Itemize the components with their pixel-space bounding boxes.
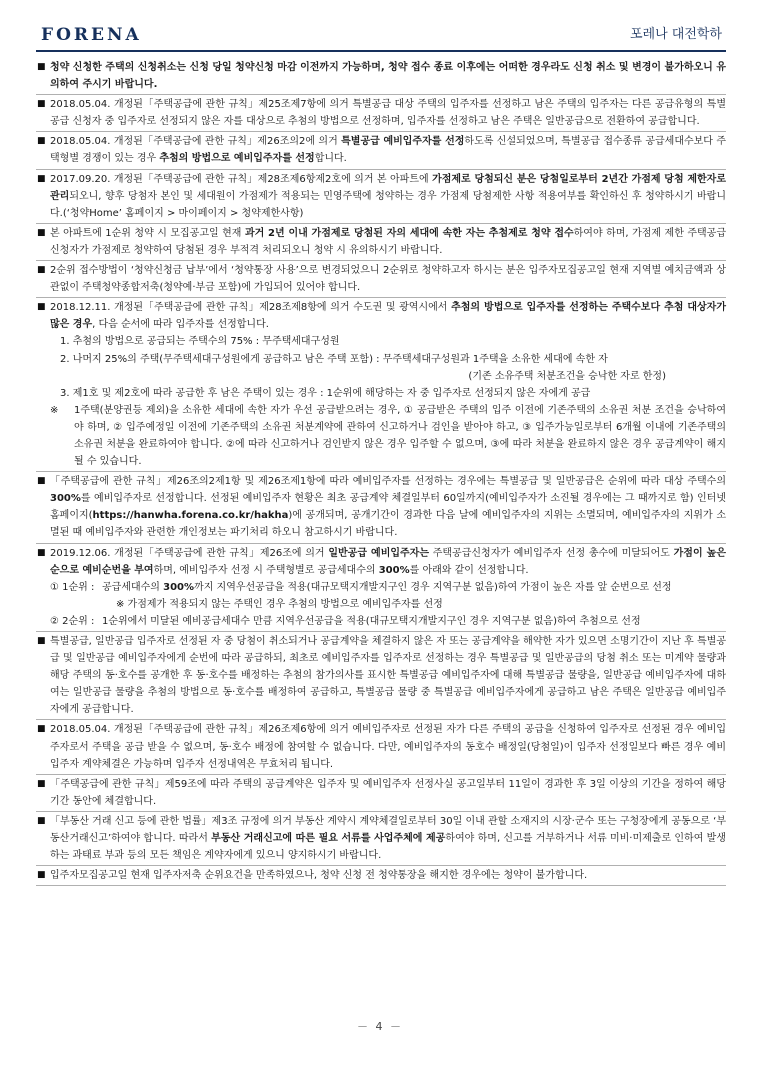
brand-logo: FORENA	[41, 25, 142, 45]
bullet-square-icon: ■	[37, 724, 46, 735]
rank-1-rule: ① 1순위 : 공급세대수의 300%까지 지역우선공급을 적용(대규모택지개발지구인 경우 지역구분 없음)하여 가점이 높은 자를 앞 순번으로 선정	[50, 581, 672, 593]
selection-order-3: 3. 제1호 및 제2호에 따라 공급한 후 남은 주택이 있는 경우 : 1순위에 해당하는 자 중 입주자로 선정되지 않은 자에게 공급	[60, 387, 591, 399]
document-title: 포레나 대전학하	[629, 27, 722, 42]
selection-order-1: 1. 추첨의 방법으로 공급되는 주택수의 75% : 무주택세대구성원	[60, 336, 340, 348]
notice-item-8: ■ 「주택공급에 관한 규칙」제26조의2제1항 및 제26조제1항에 따라 예비입주자를 선정하는 경우에는 특별공급 및 일반공급은 순위에 따라 대상 주택수의 300%를 예비입주자로 선정합니다. 선정된 예비입주자 현황은 최초 공급계약 체결일부터 60일까지(예비입주자가 소진될 경우에는 그 때까지로 함) 인터넷 홈페이지(https://hanwha.forena.co.kr/hakha)에 공개되며, 공개기간이 경과한 다음 날에 예비입주자의 지위는 소멸되며, 예비입주자의 지위가 소멸된 때 예비입주자와 관련한 개인정보는 파기처리 하오니 참고하시기 바랍니다.	[36, 473, 726, 541]
rank-1-note: ※ 가점제가 적용되지 않는 주택인 경우 추첨의 방법으로 예비입주자를 선정	[116, 598, 443, 610]
header-divider	[36, 50, 726, 52]
bullet-square-icon: ■	[37, 302, 46, 313]
page-number: － 4 －	[357, 1020, 403, 1033]
bullet-square-icon: ■	[37, 265, 46, 276]
notice-item-2: ■ 2018.05.04. 개정된「주택공급에 관한 규칙」제25조제7항에 의거 특별공급 대상 주택의 입주자를 선정하고 남은 주택의 입주자는 다른 공급유형의 특별공급 신청자 중 입주자로 선정되지 않은 자를 대상으로 추첨의 방법으로 선정하며, 입주자를 선정하고 남은 주택은 일반공급으로 전환하여 공급합니다.	[36, 96, 726, 130]
bullet-square-icon: ■	[37, 173, 46, 184]
bullet-square-icon: ■	[37, 476, 46, 487]
notice-item-12: ■ 「주택공급에 관한 규칙」제59조에 따라 주택의 공급계약은 입주자 및 예비입주자 선정사실 공고일부터 11일이 경과한 후 3일 이상의 기간을 정하여 해당기간 동안에 체결합니다.	[36, 776, 726, 810]
notice-item-5: ■ 본 아파트에 1순위 청약 시 모집공고일 현재 과거 2년 이내 가점제로 당첨된 자의 세대에 속한 자는 추첨제로 청약 접수하여야 하며, 가점제 제한 주택공급신청자가 가점제로 청약하여 당첨된 경우 부적격 처리되오니 청약 시 유의하시기 바랍니다.	[36, 225, 726, 259]
notice-item-1: ■ 청약 신청한 주택의 신청취소는 신청 당일 청약신청 마감 이전까지 가능하며, 청약 접수 종료 이후에는 어떠한 경우라도 신청 취소 및 변경이 불가하오니 유의하여 주시기 바랍니다.	[36, 59, 726, 93]
rank-2-rule: ② 2순위 : 1순위에서 미달된 예비공급세대수 만큼 지역우선공급을 적용(대규모택지개발지구인 경우 지역구분 없음)하여 추첨으로 선정	[50, 615, 641, 627]
notice-item-6: ■ 2순위 접수방법이 ‘청약신청금 납부’에서 ‘청약통장 사용’으로 변경되었으니 2순위로 청약하고자 하시는 분은 입주자모집공고일 현재 지역별 예치금액과 상관없이 주택청약종합저축(청약예·부금 포함)에 가입되어 있어야 합니다.	[36, 262, 726, 296]
notice-item-14: ■ 입주자모집공고일 현재 입주자저축 순위요건을 만족하였으나, 청약 신청 전 청약통장을 해지한 경우에는 청약이 불가합니다.	[36, 867, 726, 884]
bullet-square-icon: ■	[37, 870, 46, 881]
selection-order-2-condition: (기존 소유주택 처분조건을 승낙한 자로 한정)	[468, 370, 666, 382]
bullet-square-icon: ■	[37, 136, 46, 147]
selection-order-note: ※ 1주택(분양권등 제외)을 소유한 세대에 속한 자가 우선 공급받으려는 경우, ① 공급받은 주택의 입주 이전에 기존주택의 소유권 처분 조건을 승낙하여야 하며, ② 입주예정일 이전에 기존주택의 소유권 처분계약에 관하여 신고하거나 검인을 받아야 하고, ③ 입주가능일로부터 6개월 이내에 기존주택의 소유권 처분을 완료하여야 합니다. ②에 따라 신고하거나 검인받지 않은 경우 입주할 수 없으며, ③에 따라 처분을 완료하지 않은 경우 공급계약이 해지될 수 있습니다.	[50, 404, 726, 468]
bullet-square-icon: ■	[37, 815, 46, 826]
notice-item-7: ■ 2018.12.11. 개정된「주택공급에 관한 규칙」제28조제8항에 의거 수도권 및 광역시에서 추첨의 방법으로 입주자를 선정하는 주택수보다 추첨 대상자가 많은 경우, 다음 순서에 따라 입주자를 선정합니다.	[36, 299, 726, 333]
notice-item-4: ■ 2017.09.20. 개정된「주택공급에 관한 규칙」제28조제6항제2호에 의거 본 아파트에 가점제로 당첨되신 분은 당첨일로부터 2년간 가점제 당첨 제한자로 관리되오니, 향후 당첨자 본인 및 세대원이 가점제가 적용되는 민영주택에 청약하는 경우 가점제 당첨제한 사항 적용여부를 확인하신 후 청약하시기 바랍니다.(‘청약Home’ 홈페이지 > 마이페이지 > 청약제한사항)	[36, 171, 726, 222]
notice-item-13: ■ 「부동산 거래 신고 등에 관한 법률」제3조 규정에 의거 부동산 계약시 계약체결일로부터 30일 이내 관할 소재지의 시장·군수 또는 구청장에게 공동으로 ‘부동산거래신고’하여야 합니다. 따라서 부동산 거래신고에 따른 필요 서류를 사업주체에 제공하여야 하며, 신고를 거부하거나 서류 미비·미제출로 인하여 발생하는 과태료 부과 등의 모든 책임은 계약자에게 있으니 양지하시기 바랍니다.	[36, 813, 726, 864]
bullet-square-icon: ■	[37, 778, 46, 789]
bullet-square-icon: ■	[37, 547, 46, 558]
bullet-square-icon: ■	[37, 99, 46, 110]
bullet-square-icon: ■	[37, 227, 46, 238]
bullet-square-icon: ■	[37, 62, 46, 72]
notice-content	[36, 59, 726, 887]
notice-item-10: ■ 특별공급, 일반공급 입주자로 선정된 자 중 당첨이 취소되거나 공급계약을 체결하지 않은 자 또는 공급계약을 해약한 자가 있으면 소명기간이 지난 후 특별공급 및 일반공급 예비입주자에게 순번에 따라 공급하되, 최초로 예비입주자를 입주자로 선정하는 경우 특별공급 및 일반공급의 당첨 취소 또는 미계약 물량과 해당 주택의 동·호수를 공개한 후 동·호수를 배정하는 추첨의 참가의사를 표시한 특별공급 예비입주자에 대해 특별공급 물량을, 일반공급 예비입주자에 대하여는 일반공급 물량을 추첨의 방법으로 동·호수를 배정하여 공급하고, 특별공급 물량 중 특별공급 예비입주자에게 공급하고 남은 주택은 일반공급 예비입주자에게 공급합니다.	[36, 633, 726, 718]
notice-item-9: ■ 2019.12.06. 개정된「주택공급에 관한 규칙」제26조에 의거 일반공급 예비입주자는 주택공급신청자가 예비입주자 선정 총수에 미달되어도 가점이 높은 순으로 예비순번을 부여하며, 예비입주자 선정 시 주택형별로 공급세대수의 300%를 아래와 같이 선정합니다.	[36, 545, 726, 579]
homepage-link[interactable]: https://hanwha.forena.co.kr/hakha	[92, 510, 289, 522]
page-header	[36, 20, 726, 48]
bullet-square-icon: ■	[37, 636, 46, 646]
selection-order-2: 2. 나머지 25%의 주택(무주택세대구성원에게 공급하고 남은 주택 포함) : 무주택세대구성원과 1주택을 소유한 세대에 속한 자	[60, 353, 608, 365]
notice-item-11: ■ 2018.05.04. 개정된「주택공급에 관한 규칙」제26조제6항에 의거 예비입주자로 선정된 자가 다른 주택의 공급을 신청하여 입주자로 선정된 경우 예비입주자로서 주택을 공급 받을 수 없으며, 동·호수 배정에 참여할 수 없습니다. 다만, 예비입주자의 동호수 배정일(당첨일)이 입주자 선정일보다 빠른 경우 예비입주자 계약체결은 가능하며 입주자 선정내역은 무효처리 됩니다.	[36, 721, 726, 772]
notice-item-3: ■ 2018.05.04. 개정된「주택공급에 관한 규칙」제26조의2에 의거 특별공급 예비입주자를 선정하도록 신설되었으며, 특별공급 접수종류 공급세대수보다 주택형별 경쟁이 있는 경우 추첨의 방법으로 예비입주자를 선정합니다.	[36, 133, 726, 167]
